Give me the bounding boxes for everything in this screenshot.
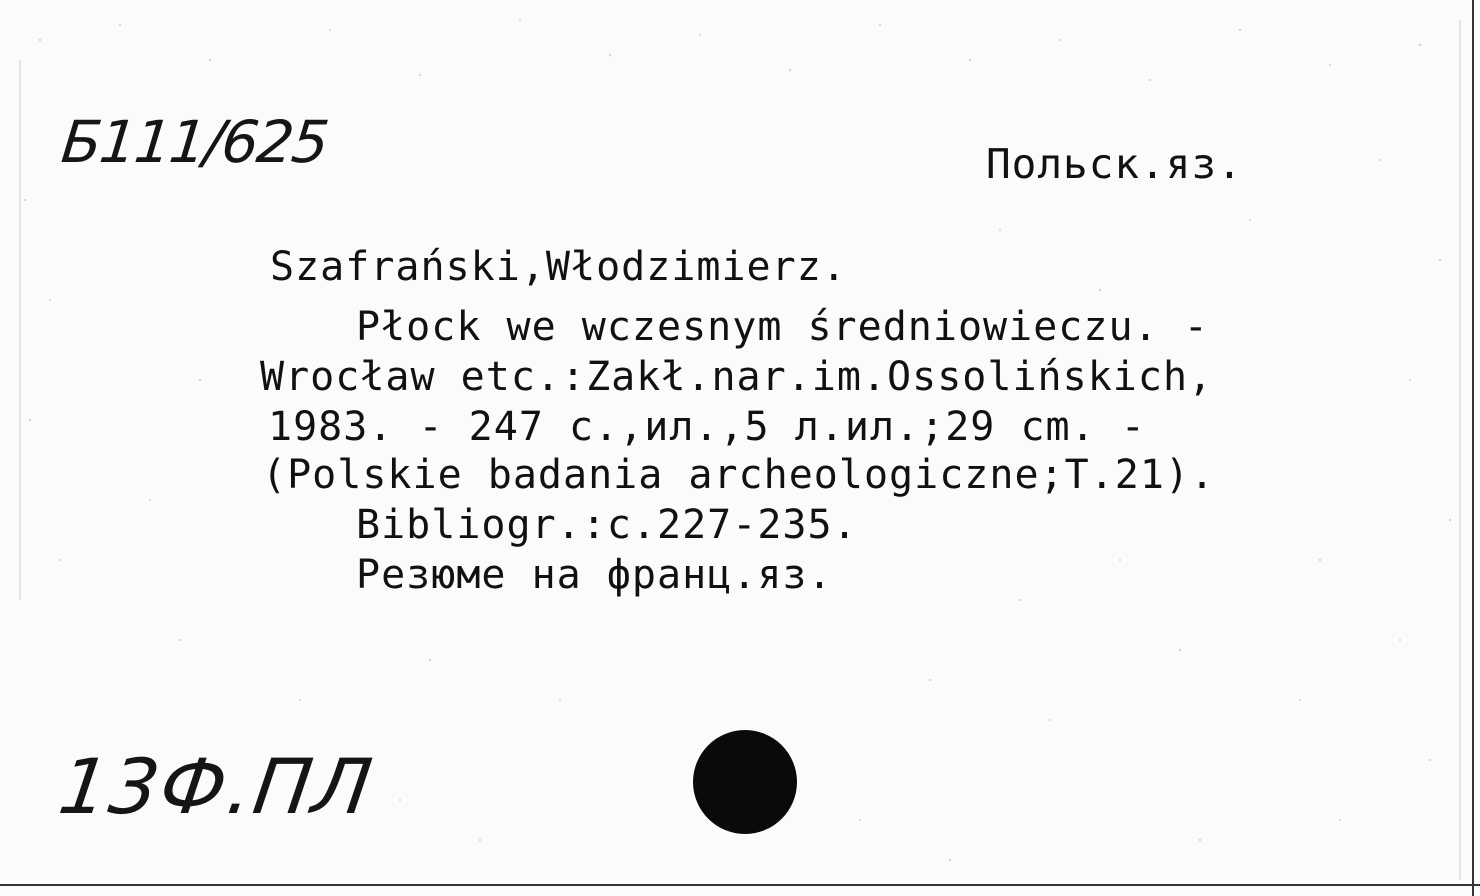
language-tag: Польск.яз. bbox=[986, 140, 1243, 188]
shelf-mark: 13Ф.ПЛ bbox=[53, 742, 379, 831]
entry-imprint: Wrocław etc.:Zakł.nar.im.Ossolińskich, bbox=[260, 354, 1214, 400]
entry-summary-note: Резюме на франц.яз. bbox=[356, 552, 833, 598]
card-right-edge bbox=[1472, 0, 1474, 896]
punch-hole bbox=[693, 730, 797, 834]
entry-collation: 1983. - 247 с.,ил.,5 л.ил.;29 cm. - bbox=[268, 404, 1146, 450]
entry-author: Szafrański,Włodzimierz. bbox=[270, 244, 847, 290]
entry-series: (Polskie badania archeologiczne;T.21). bbox=[262, 452, 1216, 498]
call-number: Б111/625 bbox=[58, 108, 331, 176]
card-bottom-edge bbox=[0, 884, 1480, 886]
entry-title: Płock we wczesnym średniowieczu. - bbox=[356, 304, 1209, 350]
entry-bibliography: Bibliogr.:c.227-235. bbox=[356, 502, 858, 548]
